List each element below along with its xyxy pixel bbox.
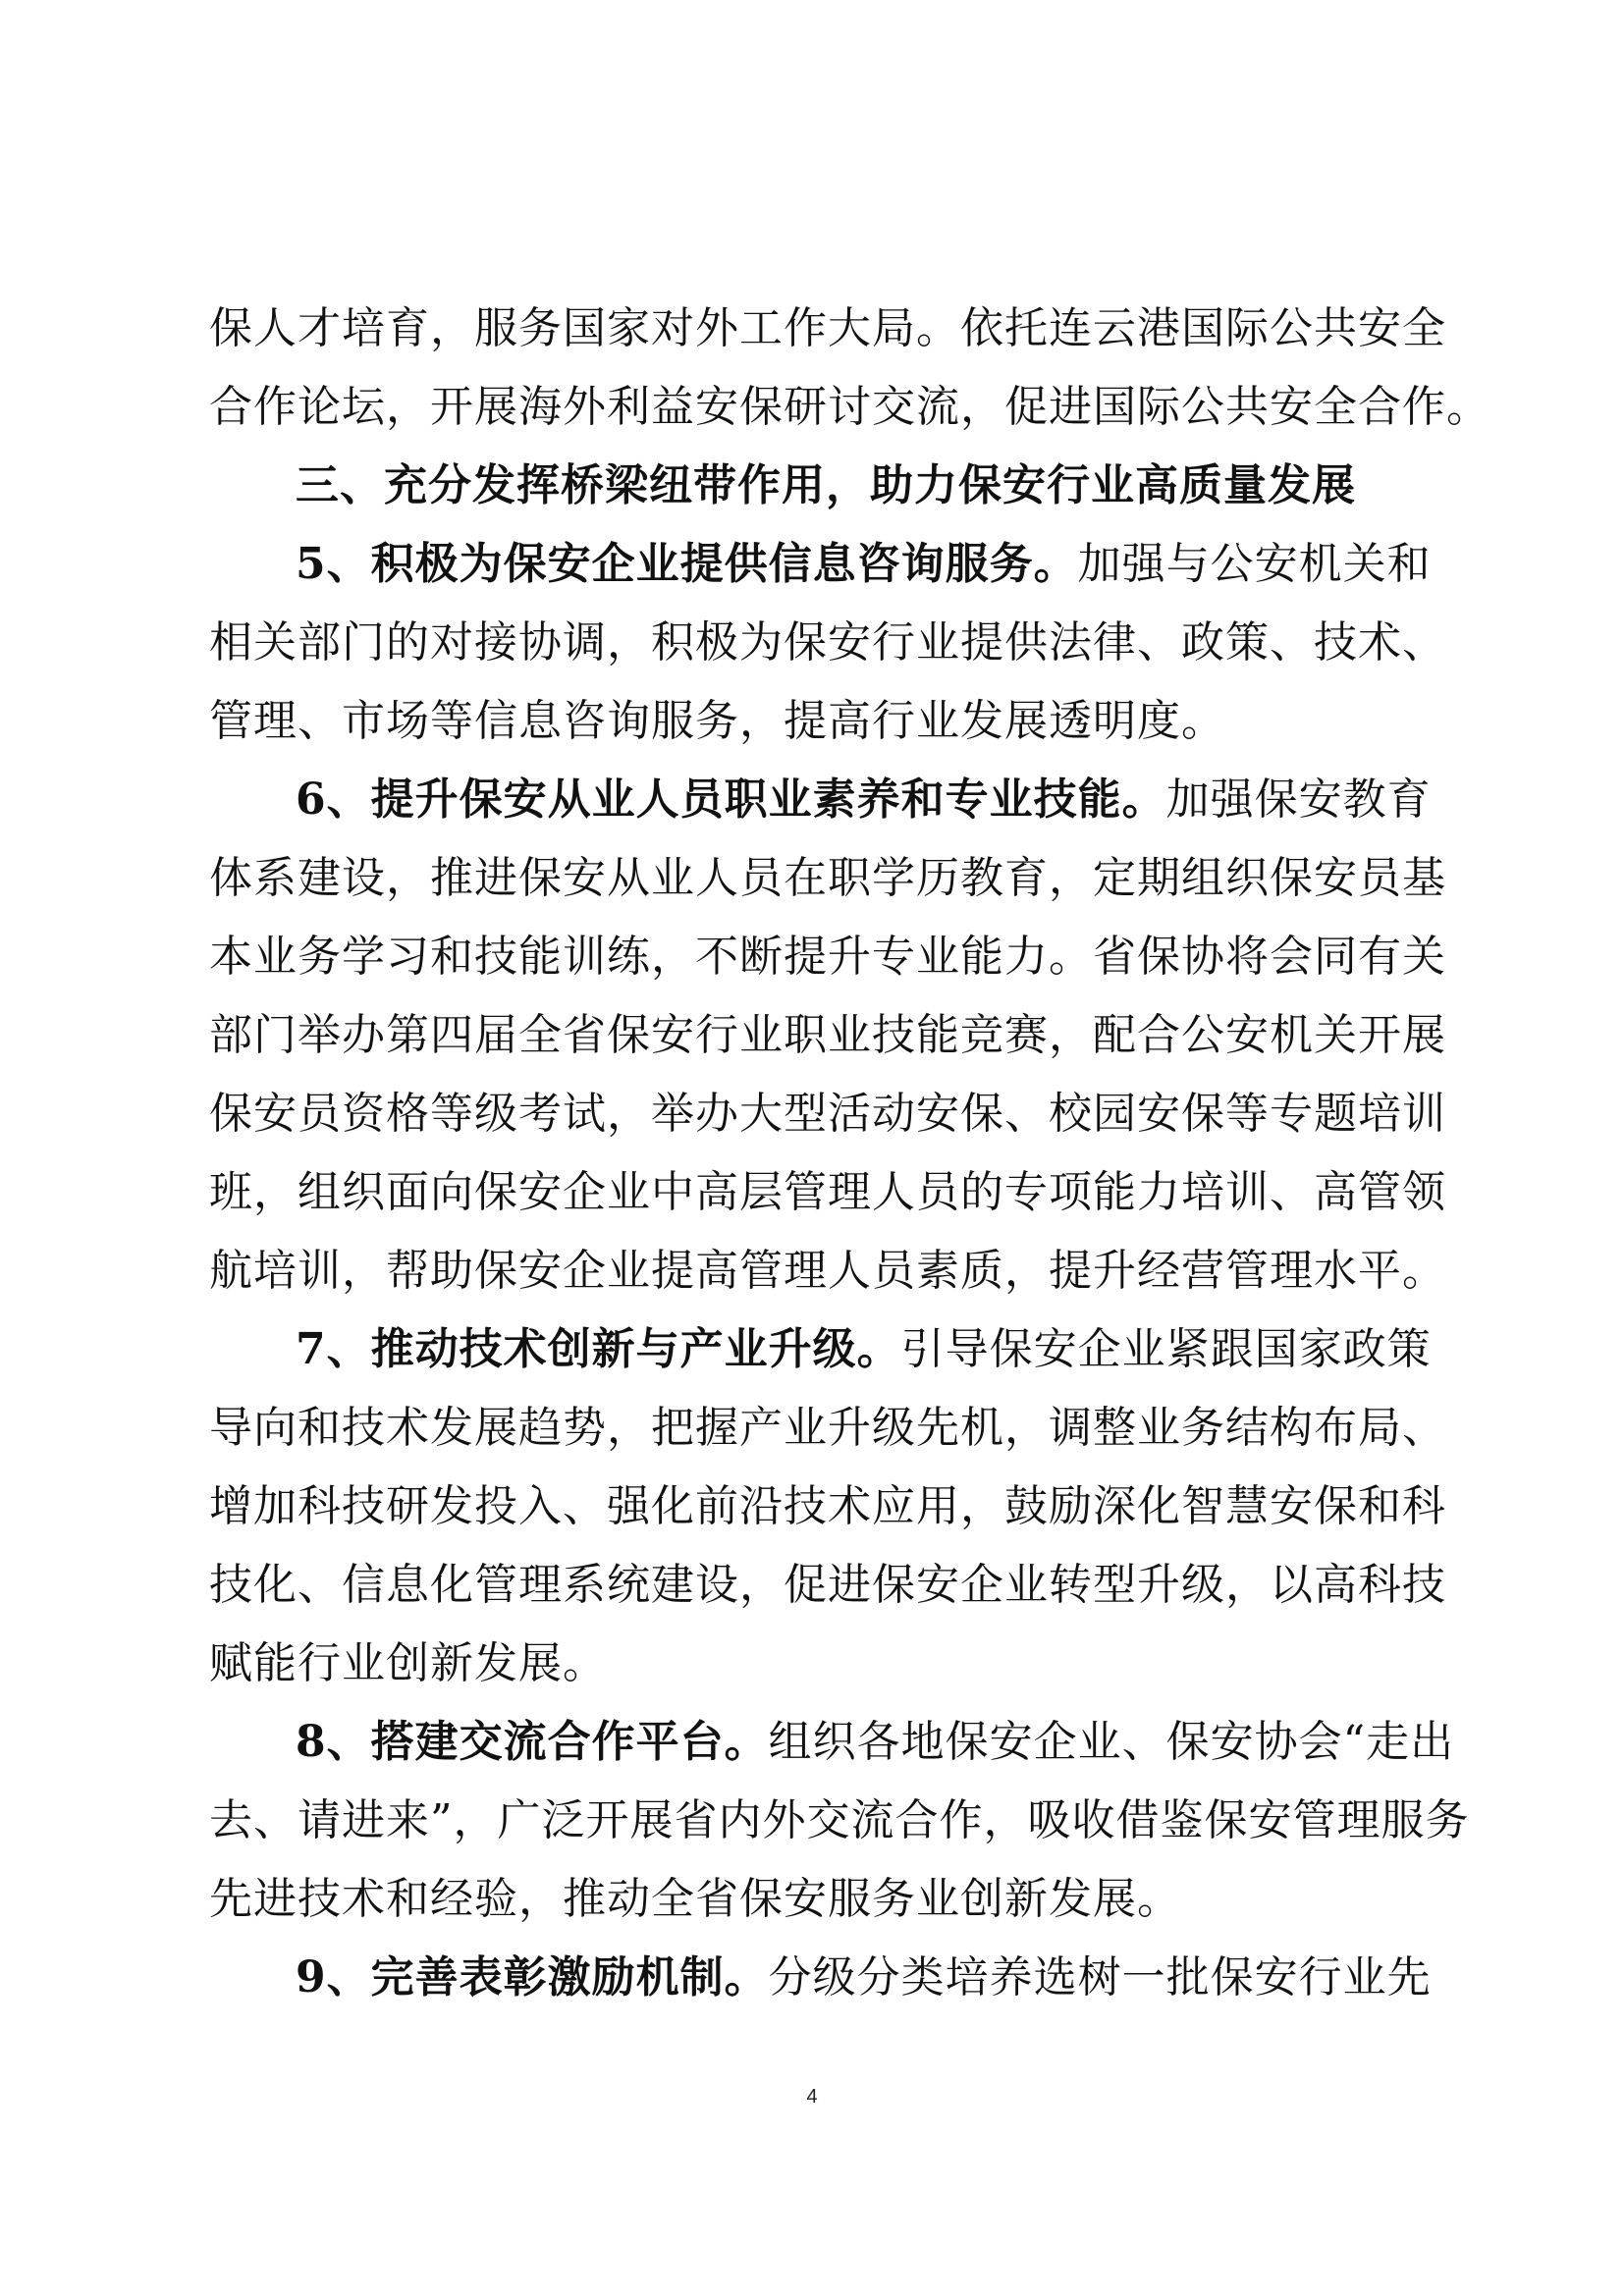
body-line: 去、请进来”，广泛开展省内外交流合作，吸收借鉴保安管理服务 [209, 1795, 1470, 1845]
section-heading: 三、充分发挥桥梁纽带作用，助力保安行业高质量发展 [296, 460, 1356, 510]
body-line: 班，组织面向保安企业中高层管理人员的专项能力培训、高管领 [209, 1167, 1446, 1217]
body-line: 航培训，帮助保安企业提高管理人员素质，提升经营管理水平。 [209, 1246, 1446, 1296]
body-line: 本业务学习和技能训练，不断提升专业能力。省保协将会同有关 [209, 932, 1446, 982]
body-line: 赋能行业创新发展。 [209, 1638, 607, 1688]
body-line: 先进技术和经验，推动全省保安服务业创新发展。 [209, 1874, 1181, 1924]
paragraph-text: 引导保安企业紧跟国家政策 [900, 1324, 1432, 1374]
body-line: 管理、市场等信息咨询服务，提高行业发展透明度。 [209, 696, 1225, 746]
paragraph-lead: 9、完善表彰激励机制。 [296, 1952, 769, 2002]
paragraph-text: 组织各地保安企业、保安协会“走出 [768, 1717, 1455, 1767]
page-number: 4 [806, 2086, 818, 2108]
paragraph-first-line [209, 525, 1432, 604]
body-line: 增加科技研发投入、强化前沿技术应用，鼓励深化智慧安保和科 [209, 1481, 1446, 1531]
body-line: 保安员资格等级考试，举办大型活动安保、校园安保等专题培训 [209, 1089, 1446, 1139]
paragraph-first-line [209, 761, 1432, 839]
body-line: 部门举办第四届全省保安行业职业技能竞赛，配合公安机关开展 [209, 1010, 1446, 1060]
paragraph-first-line [209, 1703, 1455, 1782]
paragraph-text: 加强与公安机关和 [1077, 539, 1432, 589]
body-line: 技化、信息化管理系统建设，促进保安企业转型升级，以高科技 [209, 1560, 1446, 1610]
paragraph-lead: 6、提升保安从业人员职业素养和专业技能。 [296, 774, 1166, 825]
paragraph-first-line [209, 1939, 1432, 2017]
paragraph-text: 加强保安教育 [1165, 774, 1432, 825]
body-line: 合作论坛，开展海外利益安保研讨交流，促进国际公共安全合作。 [209, 382, 1490, 432]
paragraph-lead: 5、积极为保安企业提供信息咨询服务。 [296, 539, 1078, 589]
body-line: 导向和技术发展趋势，把握产业升级先机，调整业务结构布局、 [209, 1403, 1446, 1453]
body-line: 相关部门的对接协调，积极为保安行业提供法律、政策、技术、 [209, 617, 1446, 667]
body-line: 保人才培育，服务国家对外工作大局。依托连云港国际公共安全 [209, 303, 1446, 353]
paragraph-lead: 8、搭建交流合作平台。 [296, 1717, 769, 1767]
paragraph-first-line [209, 1310, 1432, 1389]
body-line: 体系建设，推进保安从业人员在职学历教育，定期组织保安员基 [209, 853, 1446, 903]
paragraph-text: 分级分类培养选树一批保安行业先 [768, 1952, 1432, 2002]
paragraph-lead: 7、推动技术创新与产业升级。 [296, 1324, 901, 1374]
